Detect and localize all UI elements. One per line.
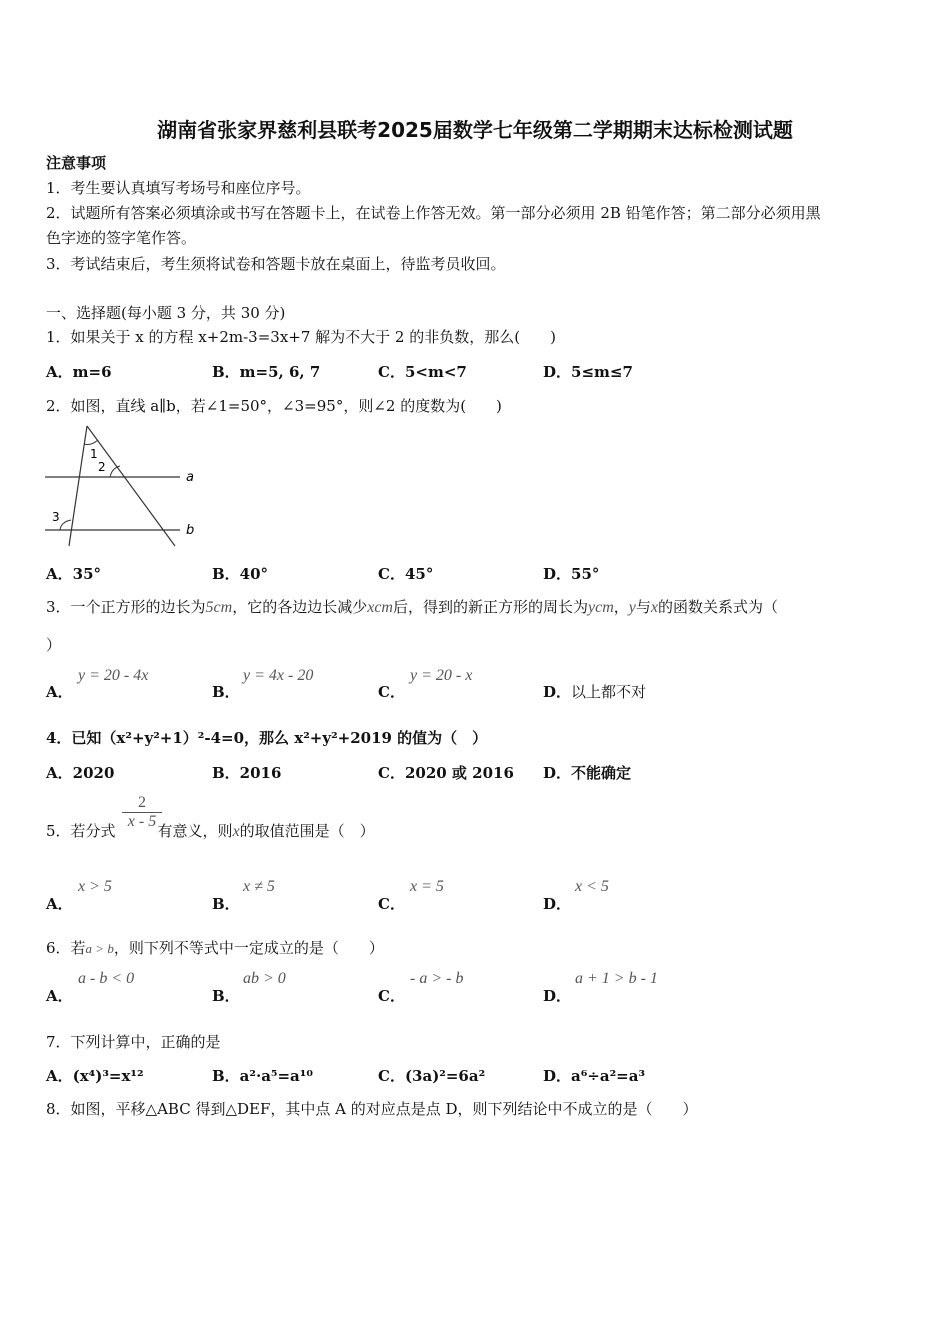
angle-2-label: 2 — [98, 460, 106, 474]
q6-option-a-expr: a - b < 0 — [78, 970, 135, 987]
q3-text-part: 后，得到的新正方形的周长为 — [392, 598, 588, 616]
q3-option-c[interactable] — [378, 681, 405, 702]
q3-option-d[interactable] — [543, 681, 646, 702]
question-5-text — [46, 820, 375, 841]
parallel-lines-figure — [40, 420, 210, 550]
q5-option-b-expr: x ≠ 5 — [243, 878, 275, 895]
q1-option-c[interactable]: C．5<m<7 — [378, 363, 467, 381]
q1-option-a[interactable]: A．m=6 — [46, 363, 112, 381]
fraction-denominator: x - 5 — [127, 813, 157, 830]
q5-option-d[interactable] — [543, 893, 571, 914]
q5-fraction — [122, 794, 162, 831]
option-label: C． — [378, 683, 405, 701]
question-1-text: 1．如果关于 x 的方程 x+2m-3=3x+7 解为不大于 2 的非负数，那么( ) — [46, 328, 556, 346]
q7-option-a[interactable]: A．(x⁴)³=x¹² — [46, 1067, 144, 1085]
transversal-right — [87, 426, 175, 546]
q6-text-part: 6．若 — [46, 939, 86, 957]
q4-option-b[interactable]: B．2016 — [212, 764, 282, 782]
q5-option-a[interactable] — [46, 893, 73, 914]
option-label: B． — [212, 987, 240, 1005]
notice-item: 2．试题所有答案必须填涂或书写在答题卡上，在试卷上作答无效。第一部分必须用 2B 铅笔作答；第二部分必须用黑 — [46, 204, 821, 222]
q7-option-d[interactable]: D．a⁶÷a²=a³ — [543, 1067, 646, 1085]
q6-option-a[interactable] — [46, 985, 73, 1006]
question-6-text — [46, 937, 384, 958]
q3-math-decrease: xcm — [367, 599, 393, 616]
q5-text-part: 有意义，则 — [157, 822, 233, 840]
q6-option-d[interactable] — [543, 985, 571, 1006]
q3-text-part: ， — [613, 598, 629, 616]
q3-option-c-expr: y = 20 - x — [410, 667, 473, 684]
q5-option-c-expr: x = 5 — [410, 878, 444, 895]
q3-text-part: 3．一个正方形的边长为 — [46, 598, 206, 616]
q5-option-b[interactable] — [212, 893, 240, 914]
q6-option-d-expr: a + 1 > b - 1 — [575, 970, 658, 987]
angle-3-arc — [60, 520, 71, 530]
option-expr: 以上都不对 — [571, 683, 647, 701]
q6-option-c[interactable] — [378, 985, 405, 1006]
section-heading: 一、选择题(每小题 3 分，共 30 分) — [46, 304, 286, 322]
question-4-text: 4．已知（x²+y²+1）²-4=0，那么 x²+y²+2019 的值为（ ） — [46, 729, 488, 747]
notice-item: 1．考生要认真填写考场号和座位序号。 — [46, 179, 311, 197]
q3-math-side: 5cm — [205, 599, 233, 616]
q5-math-x: x — [232, 823, 240, 840]
notice-item: 色字迹的签字笔作答。 — [46, 229, 197, 247]
line-a-label: a — [186, 470, 194, 485]
q4-option-a[interactable]: A．2020 — [46, 764, 115, 782]
q6-option-c-expr: - a > - b — [410, 970, 464, 987]
q6-math-condition: a > b — [85, 941, 114, 956]
q3-math-x: x — [650, 599, 659, 616]
option-label: B． — [212, 683, 240, 701]
option-label: D． — [543, 895, 572, 913]
question-8-text: 8．如图，平移△ABC 得到△DEF，其中点 A 的对应点是点 D，则下列结论中不成立的是（ ） — [46, 1100, 698, 1118]
option-label: A． — [46, 987, 73, 1005]
question-3-text — [46, 596, 778, 617]
q3-text-part: 的函数关系式为（ — [658, 598, 779, 616]
q5-text-part: 5．若分式 — [46, 822, 116, 840]
q3-text-part: ，它的各边边长减少 — [232, 598, 368, 616]
q6-option-b-expr: ab > 0 — [243, 970, 286, 987]
line-b-label: b — [186, 523, 195, 538]
q6-text-part: ，则下列不等式中一定成立的是（ ） — [113, 939, 384, 957]
q5-text-part: 的取值范围是（ ） — [239, 822, 375, 840]
option-label: A． — [46, 683, 73, 701]
q5-option-c[interactable] — [378, 893, 405, 914]
option-label: D． — [543, 683, 572, 701]
q5-option-d-expr: x < 5 — [575, 878, 609, 895]
question-3-text-cont: ） — [46, 636, 62, 654]
q3-math-y: y — [628, 599, 636, 616]
q3-math-perimeter: ycm — [588, 599, 614, 616]
question-7-text: 7．下列计算中，正确的是 — [46, 1033, 221, 1051]
angle-3-label: 3 — [52, 510, 60, 524]
option-label: C． — [378, 895, 405, 913]
q2-option-a[interactable]: A．35° — [46, 565, 102, 583]
q3-text-part: 与 — [635, 598, 651, 616]
q3-option-a-expr: y = 20 - 4x — [78, 667, 149, 684]
q3-option-b[interactable] — [212, 681, 240, 702]
q4-option-c[interactable]: C．2020 或 2016 — [378, 764, 514, 782]
q2-option-d[interactable]: D．55° — [543, 565, 600, 583]
question-2-text: 2．如图，直线 a∥b，若∠1=50°，∠3=95°，则∠2 的度数为( ) — [46, 397, 502, 415]
q3-option-a[interactable] — [46, 681, 73, 702]
option-label: A． — [46, 895, 73, 913]
angle-2-arc — [110, 466, 120, 477]
q2-option-b[interactable]: B．40° — [212, 565, 269, 583]
q6-option-b[interactable] — [212, 985, 240, 1006]
angle-1-label: 1 — [90, 447, 98, 461]
option-label: C． — [378, 987, 405, 1005]
option-label: B． — [212, 895, 240, 913]
q1-option-d[interactable]: D．5≤m≤7 — [543, 363, 633, 381]
q5-option-a-expr: x > 5 — [78, 878, 112, 895]
fraction-numerator: 2 — [122, 794, 162, 813]
angle-1-arc — [84, 440, 98, 445]
q4-option-d[interactable]: D．不能确定 — [543, 764, 632, 782]
q7-option-c[interactable]: C．(3a)²=6a² — [378, 1067, 486, 1085]
q2-option-c[interactable]: C．45° — [378, 565, 434, 583]
notice-heading: 注意事项 — [46, 154, 107, 172]
option-label: D． — [543, 987, 572, 1005]
q7-option-b[interactable]: B．a²·a⁵=a¹⁰ — [212, 1067, 313, 1085]
q1-option-b[interactable]: B．m=5, 6, 7 — [212, 363, 321, 381]
notice-item: 3．考试结束后，考生须将试卷和答题卡放在桌面上，待监考员收回。 — [46, 255, 506, 273]
q3-option-b-expr: y = 4x - 20 — [243, 667, 314, 684]
exam-title: 湖南省张家界慈利县联考2025届数学七年级第二学期期末达标检测试题 — [157, 118, 793, 142]
